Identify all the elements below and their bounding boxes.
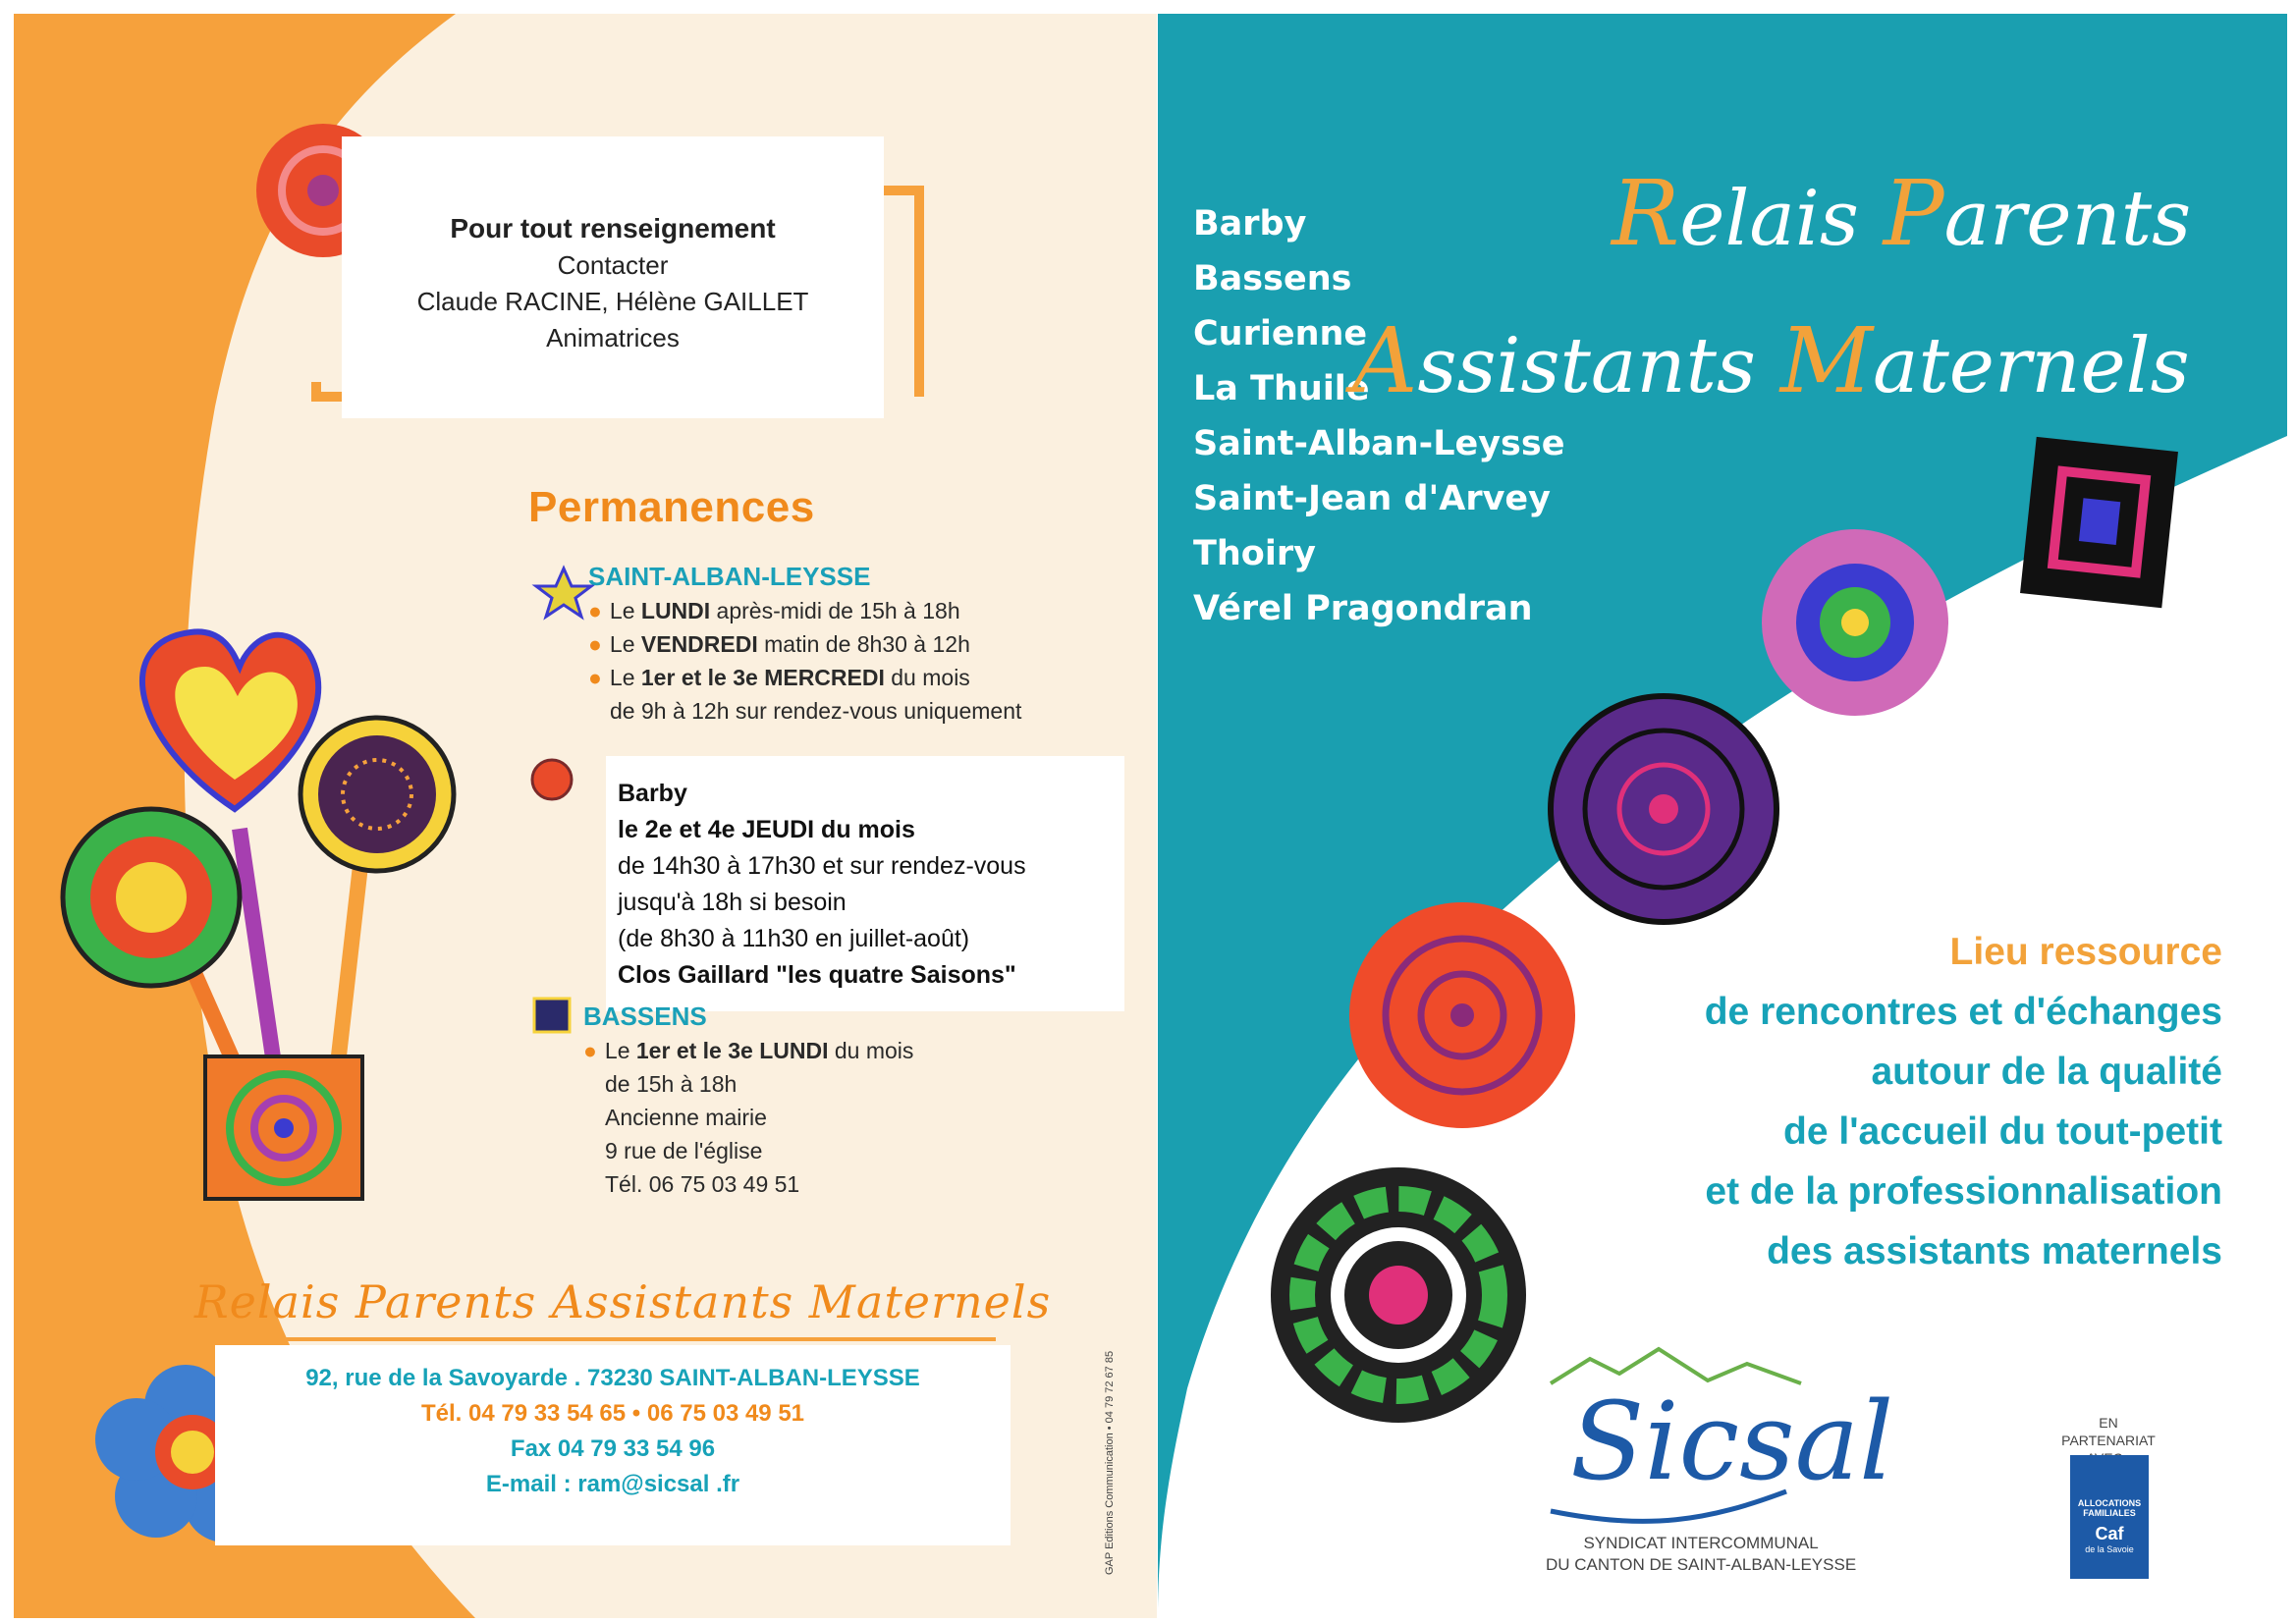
star-icon <box>536 568 591 617</box>
printer-credit: GAP Editions Communication • 04 79 72 67 85 <box>1104 1350 1116 1575</box>
square-patchwork-icon <box>2020 437 2178 608</box>
footer-contact-box <box>215 1345 1011 1545</box>
contact-heading: Pour tout renseignement <box>450 213 776 243</box>
commune: Bassens <box>1193 259 1352 298</box>
commune: La Thuile <box>1193 369 1370 408</box>
bassens-line: de 15h à 18h <box>605 1071 738 1097</box>
commune: Curienne <box>1193 314 1368 353</box>
mission-line: et de la professionnalisation <box>1705 1170 2222 1213</box>
barby-box <box>606 756 1124 1011</box>
footer-fax: Fax 04 79 33 54 96 <box>510 1435 716 1462</box>
place-bassens: BASSENS <box>583 1001 707 1031</box>
contact-line: Contacter <box>557 250 669 280</box>
right-panel <box>1158 14 2287 1618</box>
mission-line: de rencontres et d'échanges <box>1704 991 2222 1033</box>
mission-line: Lieu ressource <box>1949 931 2222 973</box>
barby-line: de 14h30 à 17h30 et sur rendez-vous <box>618 852 1026 880</box>
permanences-title: Permanences <box>528 483 815 531</box>
commune: Barby <box>1193 204 1307 243</box>
barby-line: Clos Gaillard "les quatre Saisons" <box>618 961 1016 989</box>
mission-line: autour de la qualité <box>1871 1051 2222 1093</box>
flower-patch-icon <box>1762 529 1948 716</box>
schedule-item: ● Le 1er et le 3e MERCREDI du mois <box>588 665 970 690</box>
place-saint-alban: SAINT-ALBAN-LEYSSE <box>588 562 871 591</box>
mission-statement <box>1705 922 2222 1281</box>
spiral-rose-icon <box>532 760 572 799</box>
commune: Thoiry <box>1193 534 1316 573</box>
partner-label: EN PARTENARIAT <box>2061 1415 2156 1448</box>
rainbow-spiral-icon <box>1271 1167 1526 1423</box>
contact-role: Animatrices <box>546 323 680 352</box>
barby-line: Barby <box>618 780 687 807</box>
purple-spiral-icon <box>1551 696 1777 922</box>
bassens-line: Tél. 06 75 03 49 51 <box>605 1171 800 1197</box>
title-line-2: Assistants Maternels <box>1352 308 2190 413</box>
commune: Vérel Pragondran <box>1193 589 1533 628</box>
bassens-block <box>583 1001 913 1201</box>
bassens-line: 9 rue de l'église <box>605 1138 763 1163</box>
red-spiral-snail-icon <box>1349 902 1575 1128</box>
sicsal-subtitle: SYNDICAT INTERCOMMUNAL DU CANTON DE SAINT-ALBAN-LEYSSE <box>1546 1534 1857 1574</box>
barby-line: jusqu'à 18h si besoin <box>618 889 847 916</box>
commune: Saint-Alban-Leysse <box>1193 424 1565 463</box>
square-spiral-icon <box>534 999 570 1032</box>
schedule-item: ● Le VENDREDI matin de 8h30 à 12h <box>588 631 970 657</box>
commune: Saint-Jean d'Arvey <box>1193 479 1551 518</box>
contact-box <box>342 136 884 418</box>
footer-brand: Relais Parents Assistants Maternels <box>194 1275 1052 1328</box>
mission-line: des assistants maternels <box>1767 1230 2222 1272</box>
bassens-line: Ancienne mairie <box>605 1105 767 1130</box>
schedule-item: ● Le 1er et le 3e LUNDI du mois <box>583 1038 914 1063</box>
footer-email[interactable]: E-mail : ram@sicsal .fr <box>485 1471 740 1497</box>
mission-line: de l'accueil du tout-petit <box>1783 1110 2222 1153</box>
caf-logo: ALLOCATIONS FAMILIALES Caf de la Savoie <box>2070 1455 2149 1579</box>
barby-line: le 2e et 4e JEUDI du mois <box>618 816 915 843</box>
title-line-1: Relais Parents <box>1612 161 2192 266</box>
left-panel <box>14 14 1157 1618</box>
contact-names: Claude RACINE, Hélène GAILLET <box>416 287 809 316</box>
schedule-item: ● Le LUNDI après-midi de 15h à 18h <box>588 598 960 623</box>
barby-line: (de 8h30 à 11h30 en juillet-août) <box>618 925 970 952</box>
communes-list <box>1193 196 1564 636</box>
footer-address: 92, rue de la Savoyarde . 73230 SAINT-ALBAN-LEYSSE <box>305 1365 920 1391</box>
footer-phone: Tél. 04 79 33 54 65 • 06 75 03 49 51 <box>420 1400 805 1427</box>
sicsal-logo: Sicsal <box>1570 1379 1894 1504</box>
schedule-continuation: de 9h à 12h sur rendez-vous uniquement <box>610 698 1022 724</box>
saint-alban-block <box>588 562 1021 728</box>
